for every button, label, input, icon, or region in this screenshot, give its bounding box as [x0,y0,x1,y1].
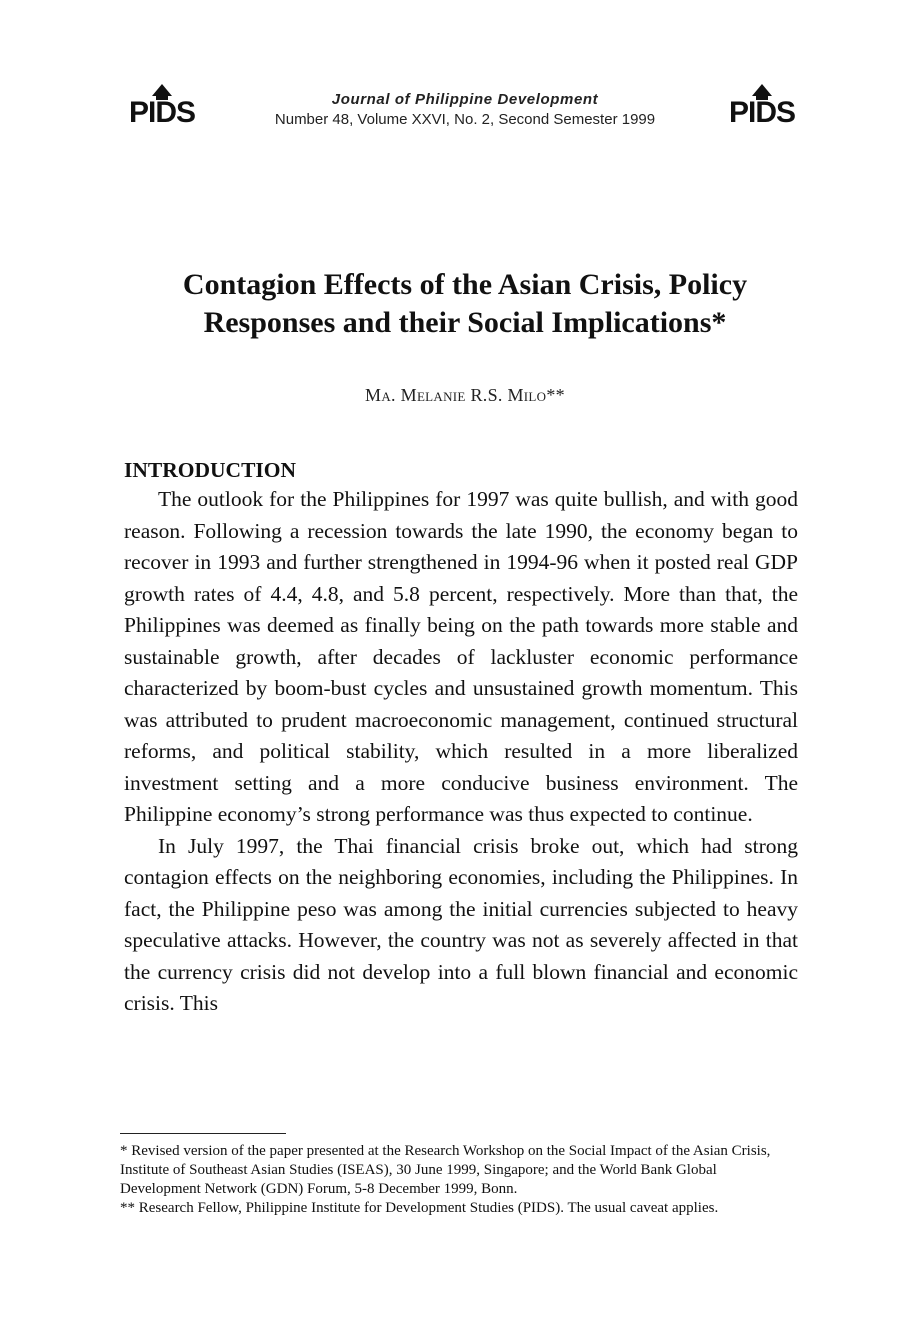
journal-title: Journal of Philippine Development [331,91,599,108]
pids-logo-left [122,82,202,130]
pids-logo-text: PIDS [128,96,196,129]
article-title-line-2: Responses and their Social Implications* [203,306,727,339]
section-heading: INTRODUCTION [124,458,297,482]
article-body [124,456,798,1020]
journal-issue: Number 48, Volume XXVI, No. 2, Second Semester 1999 [274,111,656,128]
pids-logo-text: PIDS [728,96,796,129]
footnote: * Revised version of the paper presented at the Research Workshop on the Social Impact of the Asian Crisis, Institute of Southeast Asian Studies (ISEAS), 30 June 1999, Singapore; and the World Bank Global Development Network (GDN) Forum, 5-8 December 1999, Bonn. [120,1143,771,1197]
article-title-line-1: Contagion Effects of the Asian Crisis, Policy [182,268,748,301]
article-title [100,266,830,342]
paragraph: In July 1997, the Thai financial crisis broke out, which had strong contagion effects on the neighboring economies, including the Philippines. In fact, the Philippine peso was among the initial currencies subjected to heavy speculative attacks. However, the country was not as severely affected in that the currency crisis did not develop into a full blown financial and economic crisis. This [124,833,798,1015]
footnote: ** Research Fellow, Philippine Institute for Development Studies (PIDS). The usual caveat applies. [120,1200,719,1216]
footnotes [120,1142,798,1218]
journal-header [230,90,700,130]
paragraph: The outlook for the Philippines for 1997 was quite bullish, and with good reason. Following a recession towards the late 1990, the economy began to recover in 1993 and further strengthened in 1994-96 when it posted real GDP growth rates of 4.4, 4.8, and 5.8 percent, respectively. More than that, the Philippines was deemed as finally being on the path towards more stable and sustainable growth, after decades of lackluster economic performance characterized by boom-bust cycles and unsustained growth momentum. This was attributed to prudent macroeconomic management, continued structural reforms, and political stability, which resulted in a more liberalized investment setting and a more conducive business environment. The Philippine economy’s strong performance was thus expected to continue. [124,487,798,826]
pids-logo-right [722,82,802,130]
author-name: Ma. Melanie R.S. Milo** [365,385,565,405]
footnote-rule [120,1133,286,1134]
